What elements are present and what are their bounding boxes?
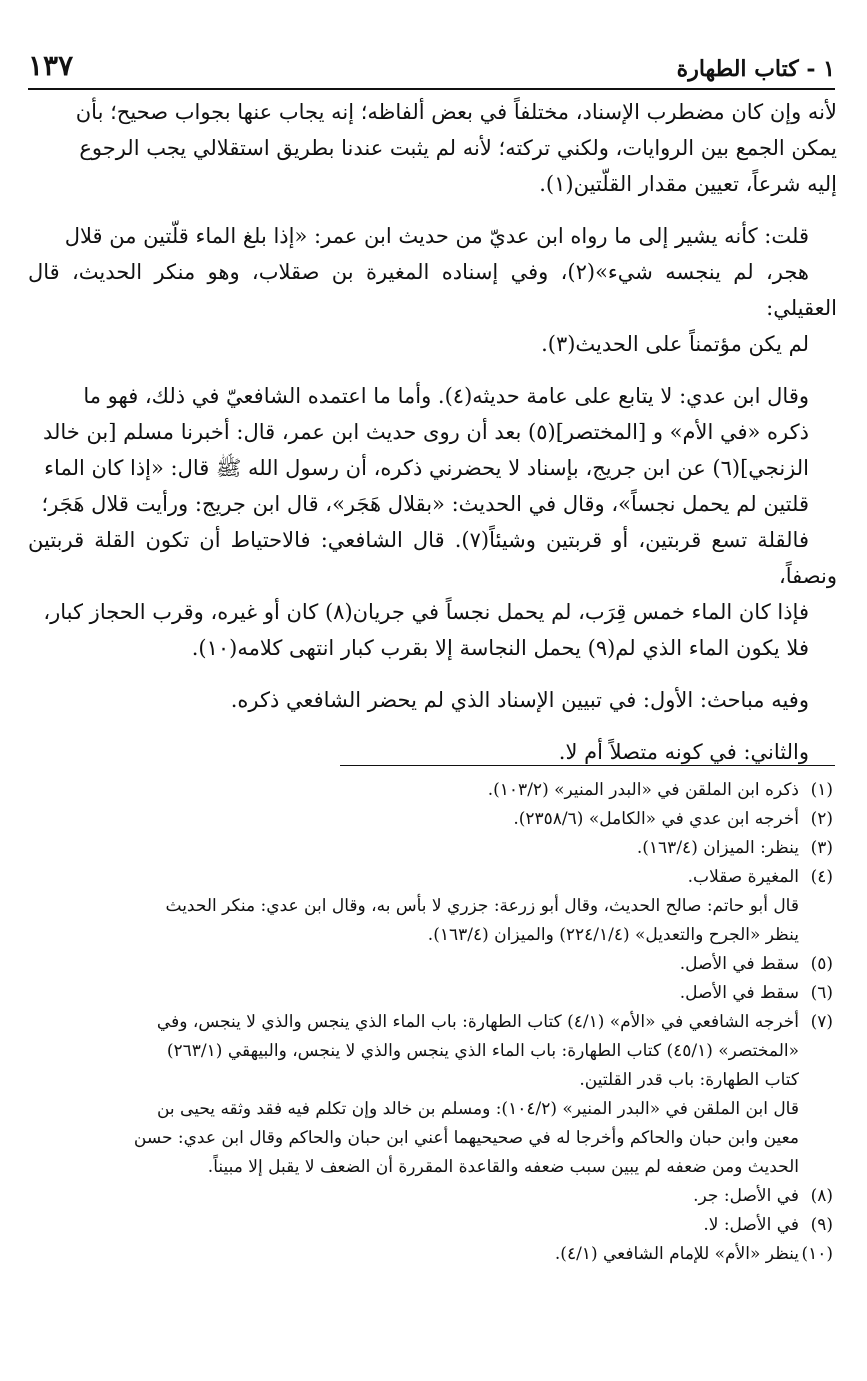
chapter-title: ١ - كتاب الطهارة — [676, 56, 835, 82]
footnote-line: ينظر «الأم» للإمام الشافعي (٤/١). — [554, 1244, 799, 1264]
page-number: ١٣٧ — [28, 49, 74, 82]
footnote-text — [28, 1182, 799, 1211]
footnote-text — [28, 979, 799, 1008]
footnote-number: (٧) — [810, 1012, 833, 1032]
main-text — [28, 94, 837, 786]
text-line: قلت: كأنه يشير إلى ما رواه ابن عديّ من حديث ابن عمر: «إذا بلغ الماء قلّتين من قلال — [64, 224, 809, 248]
footnote-line: الحديث ومن ضعفه لم يبين سبب ضعفه والقاعدة المقررة أن الضعف لا يقبل إلا مبيناً. — [207, 1157, 799, 1177]
footnote-text — [28, 1008, 799, 1095]
header-divider — [28, 88, 835, 90]
footnote — [28, 1182, 833, 1211]
footnote — [28, 1240, 833, 1269]
footnote-text — [28, 950, 799, 979]
footnote-text — [28, 1240, 799, 1269]
paragraph — [28, 682, 837, 718]
footnote-line: «المختصر» (٤٥/١) كتاب الطهارة: باب الماء الذي ينجس والذي لا ينجس، والبيهقي (٢٦٣/١) — [166, 1041, 799, 1061]
footnote-text — [28, 834, 799, 863]
footnote — [28, 1008, 833, 1095]
text-line: يمكن الجمع بين الروايات، ولكني تركته؛ لأنه لم يثبت عندنا بطريق استقلالي يجب الرجوع — [79, 136, 837, 160]
paragraph — [28, 378, 837, 666]
footnotes — [28, 776, 833, 1269]
footnote-text — [28, 892, 799, 950]
text-line: فإذا كان الماء خمس قِرَب، لم يحمل نجساً في جريان(٨) كان أو غيره، وقرب الحجاز كبار، — [43, 600, 809, 624]
text-line: قلتين لم يحمل نجساً»، وقال في الحديث: «بقلال هَجَر»، قال ابن جريج: ورأيت قلال هَجَر؛ — [41, 492, 809, 516]
footnote-line: ذكره ابن الملقن في «البدر المنير» (١٠٣/٢). — [487, 780, 799, 800]
footnote-number: (١٠) — [801, 1244, 833, 1264]
footnote — [28, 1211, 833, 1240]
paragraph — [28, 218, 837, 362]
footnote-line: أخرجه ابن عدي في «الكامل» (٢٣٥٨/٦). — [513, 809, 799, 829]
footnote-text — [28, 805, 799, 834]
text-line: وفيه مباحث: الأول: في تبيين الإسناد الذي لم يحضر الشافعي ذكره. — [230, 688, 809, 712]
footnote — [28, 979, 833, 1008]
footnote — [28, 950, 833, 979]
text-line: هجر، لم ينجسه شيء»(٢)، وفي إسناده المغيرة بن صقلاب، وهو منكر الحديث، قال العقيلي: — [28, 260, 837, 320]
footnote-line: كتاب الطهارة: باب قدر القلتين. — [579, 1070, 799, 1090]
paragraph — [28, 94, 837, 202]
footnote-line: أخرجه الشافعي في «الأم» (٤/١) كتاب الطهارة: باب الماء الذي ينجس والذي لا ينجس، وفي — [156, 1012, 799, 1032]
footnote-text — [28, 863, 799, 892]
footnote-line: معين وابن حبان والحاكم وأخرجا له في صحيحيهما أعني ابن حبان والحاكم وقال ابن عدي: حسن — [133, 1128, 799, 1148]
footnote-number: (١) — [810, 780, 833, 800]
page-header — [28, 28, 835, 88]
footnote-number: (٩) — [810, 1215, 833, 1235]
text-line: ذكره «في الأم» و [المختصر](٥) بعد أن روى حديث ابن عمر، قال: أخبرنا مسلم [بن خالد — [42, 420, 809, 444]
footnote-line: سقط في الأصل. — [679, 954, 799, 974]
footnote-line: قال ابن الملقن في «البدر المنير» (١٠٤/٢): ومسلم بن خالد وإن تكلم فيه فقد وثقه يحيى بن — [156, 1099, 799, 1119]
footnote-line: قال أبو حاتم: صالح الحديث، وقال أبو زرعة: جزري لا بأس به، وقال ابن عدي: منكر الحديث — [165, 896, 799, 916]
text-line: لم يكن مؤتمناً على الحديث(٣). — [541, 332, 809, 356]
footnote-number: (٥) — [810, 954, 833, 974]
footnote — [28, 1095, 833, 1182]
text-line: لأنه وإن كان مضطرب الإسناد، مختلفاً في بعض ألفاظه؛ إنه يجاب عنها بجواب صحيح؛ بأن — [75, 100, 837, 124]
text-line: الزنجي](٦) عن ابن جريج، بإسناد لا يحضرني ذكره، أن رسول الله ﷺ قال: «إذا كان الماء — [44, 456, 809, 480]
footnote-line: سقط في الأصل. — [679, 983, 799, 1003]
footnote-line: ينظر: الميزان (١٦٣/٤). — [636, 838, 799, 858]
footnote-number: (٦) — [810, 983, 833, 1003]
footnote-text — [28, 1211, 799, 1240]
text-line: وقال ابن عدي: لا يتابع على عامة حديثه(٤). وأما ما اعتمده الشافعيّ في ذلك، فهو ما — [83, 384, 809, 408]
footnote — [28, 892, 833, 950]
footnote-line: المغيرة صقلاب. — [687, 867, 799, 887]
footnote-line: في الأصل: لا. — [703, 1215, 799, 1235]
text-line: إليه شرعاً، تعيين مقدار القلّتين(١). — [539, 172, 837, 196]
footnote-line: ينظر «الجرح والتعديل» (٢٢٤/١/٤) والميزان (١٦٣/٤). — [427, 925, 799, 945]
text-line: فالقلة تسع قربتين، أو قربتين وشيئاً(٧). قال الشافعي: فالاحتياط أن تكون القلة قربتين ونصفاً، — [28, 528, 837, 588]
text-line: فلا يكون الماء الذي لم(٩) يحمل النجاسة إلا بقرب كبار انتهى كلامه(١٠). — [191, 636, 809, 660]
footnote-number: (٣) — [810, 838, 833, 858]
footnote-text — [28, 1095, 799, 1182]
footnote — [28, 776, 833, 805]
footnotes-divider — [340, 765, 835, 766]
footnote-number: (٢) — [810, 809, 833, 829]
footnote — [28, 834, 833, 863]
footnote-number: (٨) — [810, 1186, 833, 1206]
footnote-number: (٤) — [810, 867, 833, 887]
footnote-line: في الأصل: جر. — [693, 1186, 799, 1206]
text-line: والثاني: في كونه متصلاً أم لا. — [558, 740, 809, 764]
footnote — [28, 863, 833, 892]
footnote — [28, 805, 833, 834]
footnote-text — [28, 776, 799, 805]
